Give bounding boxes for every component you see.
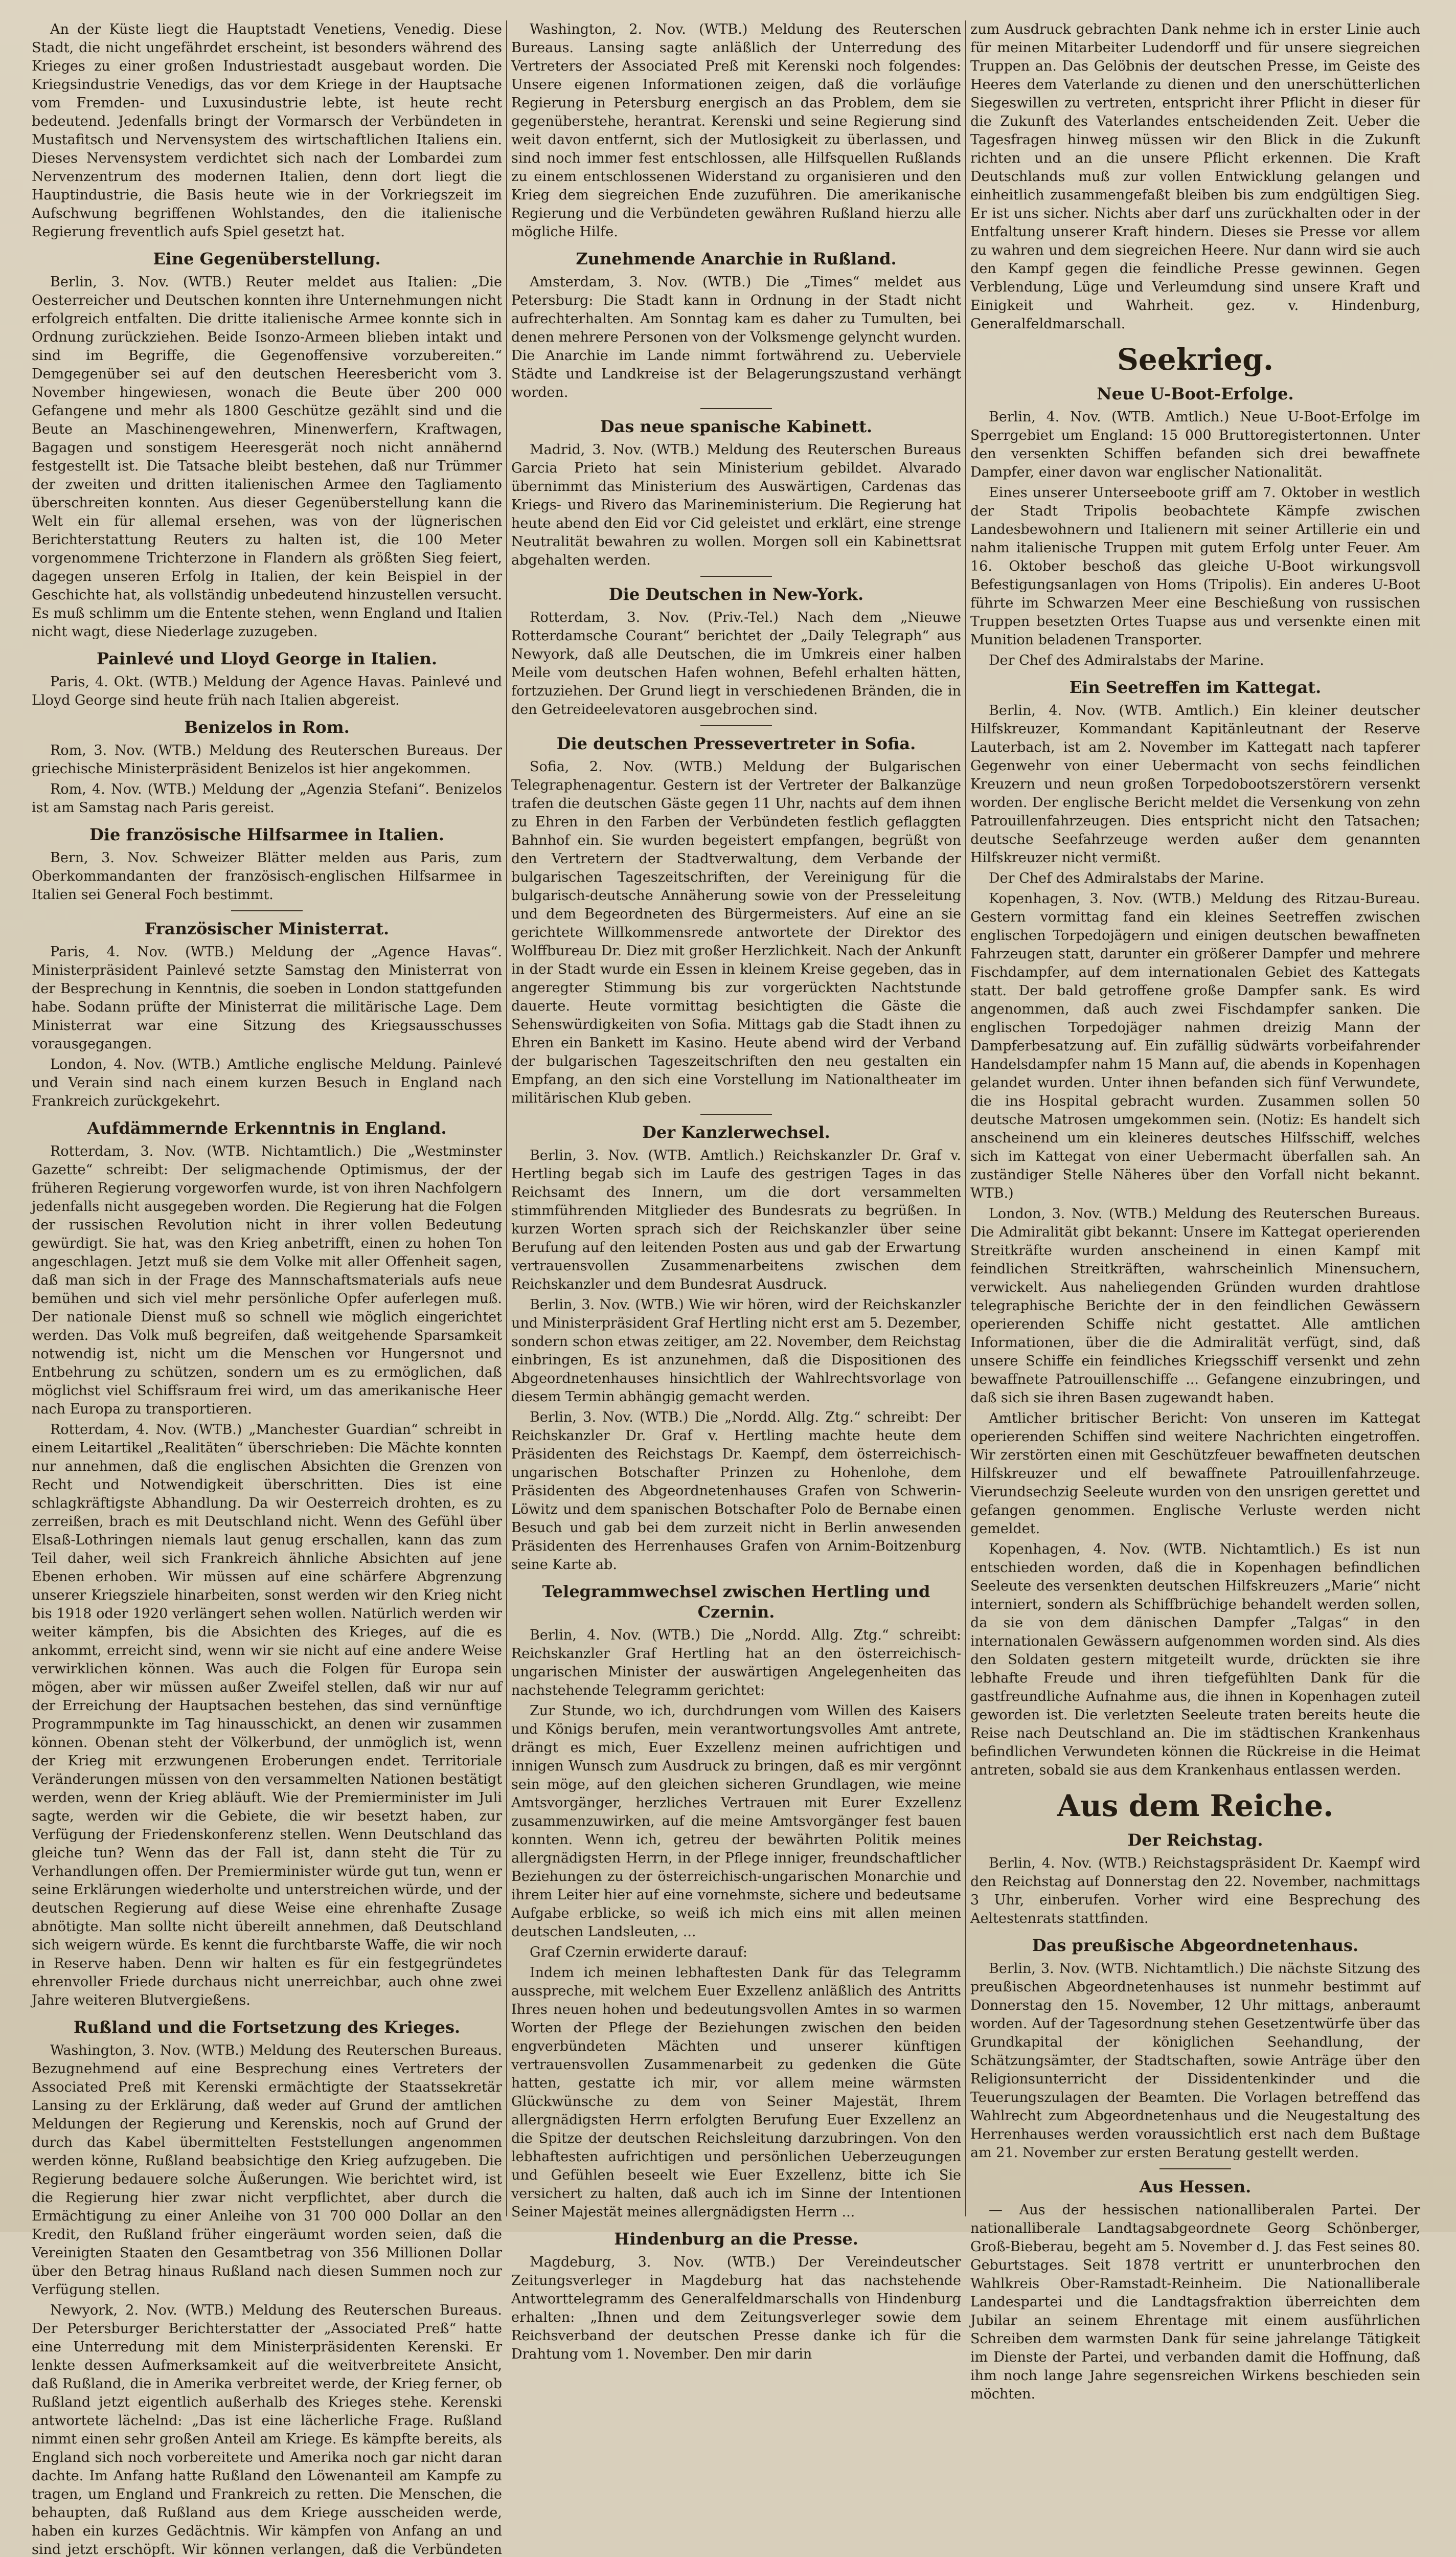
- column-3: [970, 20, 1420, 2402]
- column-2: [511, 20, 961, 2362]
- article-paragraph: Indem ich meinen lebhaftesten Dank für das Telegramm ausspreche, mit welchem Euer Exzellenz anläßlich des Antritts Ihres neuen hohen und bedeutungsvollen Amtes in so warmen Worten der Pflege der Beziehungen zwischen den beiden engverbündeten Mächten und unserer künftigen vertrauensvollen Zusammenarbeit zu gedenken die Güte hatten, gestatte ich mir, vor allem meine wärmsten Glückwünsche zu dem von Seiner Majestät, Ihrem allergnädigsten Herrn erfolgten Berufung Euer Exzellenz an die Spitze der deutschen Reichsleitung darzubringen. Von den lebhaftesten aufrichtigen und persönlichen Ueberzeugungen und Gefühlen beseelt wie Euer Exzellenz, bitte ich Sie versichert zu halten, daß auch ich im Sinne der Intentionen Seiner Majestät meines allergnädigsten Herrn ...: [511, 1965, 961, 2220]
- separator-rule: [1159, 2168, 1231, 2169]
- article-paragraph: Berlin, 3. Nov. (WTB.) Wie wir hören, wird der Reichskanzler und Ministerpräsident Graf Hertling nicht erst am 5. Dezember, sondern schon etwas zeitiger, am 22. November, dem Reichstag einbringen, Es ist anzunehmen, daß die Dispositionen des Abgeordnetenhauses hinsichtlich der Wahlrechtsvorlage von diesem Termin abhängig gemacht werden.: [511, 1297, 961, 1405]
- article-heading: Die französische Hilfsarmee in Italien.: [89, 825, 444, 844]
- article-paragraph: London, 3. Nov. (WTB.) Meldung des Reuterschen Bureaus. Die Admiralität gibt bekannt: Unsere im Kattegat operierenden Streitkräfte wurden anscheinend in einen Kampf mit feindlichen Streitkräften, wahrscheinlich Minensuchern, verwickelt. Aus naheliegenden Gründen wurden drahtlose telegraphische Berichte der in den feindlichen Gewässern operierenden Schiffe nicht gestattet. Alle amtlichen Informationen, über die die Admiralität verfügt, sind, daß unsere Schiffe ein feindliches Kriegsschiff versenkt und zehn bewaffnete Patrouillenschiffe ... Gefangene einzubringen, und daß sich sie ihren Basen zugewandt haben.: [970, 1206, 1420, 1406]
- article-paragraph: Paris, 4. Okt. (WTB.) Meldung der Agence Havas. Painlevé und Lloyd George sind heute früh nach Italien abgereist.: [32, 674, 502, 708]
- article-paragraph: Bern, 3. Nov. Schweizer Blätter melden aus Paris, zum Oberkommandanten der französisch-englischen Hilfsarmee in Italien sei General Foch bestimmt.: [32, 850, 502, 903]
- article-paragraph: Amsterdam, 3. Nov. (WTB.) Die „Times“ meldet aus Petersburg: Die Stadt kann in Ordnung in der Stadt nicht aufrechterhalten. Am Sonntag kam es daher zu Tumulten, bei denen mehrere Personen von der Volksmenge gelyncht wurden. Die Anarchie im Lande nimmt fortwährend zu. Ueberviele Städte und Landkreise ist der Belagerungszustand verhängt worden.: [511, 274, 961, 400]
- article-heading: Das preußische Abgeordnetenhaus.: [1032, 1936, 1359, 1955]
- article-heading: Der Reichstag.: [1127, 1830, 1263, 1850]
- article-paragraph: Kopenhagen, 4. Nov. (WTB. Nichtamtlich.) Es ist nun entschieden worden, daß die in Kopenhagen befindlichen Seeleute des versenkten deutschen Hilfskreuzers „Marie“ nicht interniert, sondern als Schiffbrüchige behandelt werden sollen, da sie von dem dänischen Dampfer „Talgas“ in den internationalen Gewässern aufgenommen worden sind. Als dies den Soldaten gestern mitgeteilt wurde, drückten sie ihre lebhafte Freude und ihren tiefgefühlten Dank für die gastfreundliche Aufnahme aus, die ihnen in Kopenhagen zuteil geworden ist. Die verletzten Seeleute traten bereits heute die Reise nach Deutschland an. Die im städtischen Krankenhaus befindlichen Verwundeten können die Rückreise in die Heimat antreten, sobald sie aus dem Krankenhaus entlassen werden.: [970, 1541, 1420, 1778]
- column-rule: [965, 20, 966, 2216]
- article-heading: Aufdämmernde Erkenntnis in England.: [87, 1118, 447, 1138]
- article-paragraph: Rotterdam, 4. Nov. (WTB.) „Manchester Guardian“ schreibt in einem Leitartikel „Realitäten“ überschrieben: Die Mächte konnten nur annehmen, daß die englischen Absichten die Grenzen von Recht und Notwendigkeit überschritten. Dies ist eine schlagkräftigste Abhandlung. Da wir Oesterreich drohten, es zu zerreißen, brach es mit Deutschland nicht. Wenn des Gefühl über Elsaß-Lothringen niemals laut genug erschallen, kann das zum Teil daher, weil sich Frankreich ähnliche Absichten auf jene Ebenen erhoben. Wir müssen auf eine schärfere Abgrenzung unserer Kriegsziele hinarbeiten, sonst werden wir den Krieg nicht bis 1918 oder 1920 verlängert sehen wollen. Natürlich werden wir weiter kämpfen, bis die Absichten des Krieges, auf die es ankommt, erreicht sind, wenn wir sie nicht auf eine andere Weise verwirklichen können. Was auch die Folgen für Europa sein mögen, aber wir müssen außer Zweifel stellen, daß wir nur auf der Erreichung der Hauptsachen bestehen, das sind vernünftige Programmpunkte im Tag hinausschickt, an denen wir zusammen können. Obenan steht der Völkerbund, der unmöglich ist, wenn der Krieg mit erzwungenen Eroberungen endet. Territoriale Veränderungen müssen von den versammelten Nationen bestätigt werden, wenn der Krieg abläuft. Wie der Premierminister im Juli sagte, werden wir die Gebiete, die wir besetzt haben, zur Verfügung der Friedenskonferenz stellen. Wenn Deutschland das gleiche tun? Wenn das der Fall ist, dann steht die Tür zu Verhandlungen offen. Der Premierminister würde gut tun, wenn er seine Erklärungen wiederholte und unterstreichen würde, und der deutschen Regierung auf diese Weise eine ehrenhafte Zusage abnötigte. Man sollte nicht übereilt annehmen, daß Deutschland sich weigern würde. Es kennt die furchtbarste Waffe, die wir noch in Reserve haben. Denn wir halten es für ein festgegründetes ehrenvoller Friede durchaus nicht unerreichbar, auch ohne zwei Jahre weiteren Blutvergießens.: [32, 1422, 502, 2008]
- separator-rule: [700, 725, 772, 726]
- article-heading: Rußland und die Fortsetzung des Krieges.: [73, 2017, 461, 2037]
- article-paragraph: Eines unserer Unterseeboote griff am 7. Oktober in westlich der Stadt Tripolis beobachtete Kämpfe zwischen Landesbewohnern und Italienern mit seiner Artillerie ein und nahm italienische Truppen mit gutem Erfolg unter Feuer. Am 16. Oktober beschoß das gleiche U-Boot wirkungsvoll Befestigungsanlagen von Homs (Tripolis). Ein anderes U-Boot führte im Schwarzen Meer eine Beschießung von russischen Truppen besetzten Ortes Tuapse aus und versenkte einen mit Munition beladenen Transporter.: [970, 485, 1420, 648]
- section-heading: Seekrieg.: [1117, 342, 1274, 377]
- article-heading: Der Kanzlerwechsel.: [642, 1123, 830, 1142]
- article-paragraph: Rom, 3. Nov. (WTB.) Meldung des Reuterschen Bureaus. Der griechische Ministerpräsident Benizelos ist hier angekommen.: [32, 743, 502, 777]
- article-heading: Aus Hessen.: [1139, 2177, 1252, 2196]
- article-heading: Die Deutschen in New-York.: [608, 585, 864, 604]
- article-paragraph: Berlin, 4. Nov. (WTB. Amtlich.) Neue U-Boot-Erfolge im Sperrgebiet um England: 15 000 Bruttoregistertonnen. Unter den versenkten Schiffen befanden sich drei bewaffnete Dampfer, einer davon war englischer Nationalität.: [970, 409, 1420, 480]
- article-paragraph: Rom, 4. Nov. (WTB.) Meldung der „Agenzia Stefani“. Benizelos ist am Samstag nach Paris gereist.: [32, 781, 502, 816]
- column-rule: [506, 20, 507, 2216]
- article-paragraph: Zur Stunde, wo ich, durchdrungen vom Willen des Kaisers und Königs berufen, mein verantwortungsvolles Amt antrete, drängt es mich, Euer Exzellenz meinen aufrichtigen und innigen Wunsch zum Ausdruck zu bringen, daß es mir vergönnt sein möge, auf den gleichen sicheren Grundlagen, wie meine Amtsvorgänger, herzliches Vertrauen mit Eurer Exzellenz zusammenzuwirken, auf die meine Amtsvorgänger fest bauen konnten. Wenn ich, getreu der bewährten Politik meines allergnädigsten Herrn, in der Pflege inniger, freundschaftlicher Beziehungen zu der österreichisch-ungarischen Monarchie und ihrem Leiter hier auf eine vornehmste, sichere und bedeutsame Aufgabe erblicke, so weiß ich mich eins mit allen meinen deutschen Landsleuten, ...: [511, 1703, 961, 1940]
- article-paragraph: Der Chef des Admiralstabs der Marine.: [989, 870, 1264, 886]
- article-heading: Hindenburg an die Presse.: [614, 2229, 858, 2249]
- article-paragraph: Berlin, 3. Nov. (WTB. Amtlich.) Reichskanzler Dr. Graf v. Hertling begab sich im Laufe des gestrigen Tages in das Reichsamt des Innern, um die dort versammelten stimmführenden Mitglieder des Bundesrats zu begrüßen. In kurzen Worten sprach sich der Reichskanzler über seine Berufung auf den leitenden Posten aus und gab der Erwartung vertrauensvollen Zusammenarbeitens zwischen dem Reichskanzler und dem Bundesrat Ausdruck.: [511, 1148, 961, 1292]
- article-heading: Französischer Ministerrat.: [144, 919, 390, 938]
- article-heading: Zunehmende Anarchie in Rußland.: [576, 249, 897, 268]
- article-heading: Eine Gegenüberstellung.: [153, 249, 381, 268]
- separator-rule: [700, 1114, 772, 1115]
- article-paragraph: Berlin, 3. Nov. (WTB.) Die „Nordd. Allg. Ztg.“ schreibt: Der Reichskanzler Dr. Graf v. Hertling machte heute dem Präsidenten des Reichstags Dr. Kaempf, dem österreichisch-ungarischen Botschafter Prinzen zu Hohenlohe, dem Präsidenten des Abgeordnetenhauses Grafen von Schwerin-Löwitz und dem spanischen Botschafter Polo de Bernabe einen Besuch und gab bei dem zurzeit nicht in Berlin anwesenden Präsidenten des Herrenhauses Grafen von Arnim-Boitzenburg seine Karte ab.: [511, 1409, 961, 1573]
- article-paragraph: Newyork, 2. Nov. (WTB.) Meldung des Reuterschen Bureaus. Der Petersburger Berichterstatter der „Associated Preß“ hatte eine Unterredung mit dem Ministerpräsidenten Kerenski. Er lenkte dessen Aufmerksamkeit auf die weitverbreitete Ansicht, daß Rußland, die in Amerika verbreitet werde, der Krieg ferner, ob Rußland jetzt eigentlich außerhalb des Krieges stehe. Kerenski antwortete lächelnd: „Das ist eine lächerliche Frage. Rußland nimmt einen sehr großen Anteil am Kriege. Es kämpfte bereits, als England sich noch vorbereitete und Amerika noch gar nicht daran dachte. Im Anfang hatte Rußland den Löwenanteil am Kampfe zu tragen, um England und Frankreich zu retten. Die Menschen, die behaupten, daß Rußland aus dem Kriege ausscheiden werde, haben ein kurzes Gedächtnis. Wir kämpfen von Anfang an und sind jetzt erschöpft. Wir können verlangen, daß die Verbündeten: [32, 2302, 502, 2557]
- article-paragraph: Rotterdam, 3. Nov. (Priv.-Tel.) Nach dem „Nieuwe Rotterdamsche Courant“ berichtet der „Daily Telegraph“ aus Newyork, daß alle Deutschen, die im Umkreis einer halben Meile vom deutschen Hafen wohnen, Befehl erhalten hätten, fortzuziehen. Der Grund liegt in verschiedenen Bränden, die in den Getreideelevatoren ausgebrochen sind.: [511, 610, 961, 717]
- article-paragraph: Washington, 2. Nov. (WTB.) Meldung des Reuterschen Bureaus. Lansing sagte anläßlich der Unterredung des Vertreters der Associated Preß mit Kerenski noch folgendes: Unsere eigenen Informationen zeigen, daß die vorläufige Regierung in Petersburg energisch an das Problem, dem sie gegenüberstehe, herantrat. Kerenski und seine Regierung sind weit davon entfernt, sich der Mutlosigkeit zu überlassen, und sind noch immer fest entschlossen, alle Hilfsquellen Rußlands zu einem entschlossenen Widerstand zu organisieren und den Krieg dem siegreichen Ende zuzuführen. Die amerikanische Regierung und die Verbündeten gewähren Rußland hierzu alle mögliche Hilfe.: [511, 21, 961, 240]
- article-paragraph: An der Küste liegt die Hauptstadt Venetiens, Venedig. Diese Stadt, die nicht ungefährdet erscheint, ist besonders während des Krieges zu einer großen Industriestadt ausgebaut worden. Die Kriegsindustrie Venedigs, das vor dem Kriege in der Hauptsache vom Fremden- und Luxusindustrie lebte, ist heute recht bedeutend. Jedenfalls bringt der Vormarsch der Verbündeten in Mustafitsch und Nervensystem des wirtschaftlichen Italiens ein. Dieses Nervensystem verdichtet sich nach der Lombardei zum Nervenzentrum des modernen Italien, denn dort liegt die Hauptindustrie, die Basis heute wie in der Vorkriegszeit im Aufschwung begriffenen Wohlstandes, den die italienische Regierung freventlich aufs Spiel gesetzt hat.: [32, 21, 502, 240]
- article-paragraph: Rotterdam, 3. Nov. (WTB. Nichtamtlich.) Die „Westminster Gazette“ schreibt: Der seligmachende Optimismus, der der früheren Regierung vorgeworfen wurde, ist von ihren Nachfolgern jedenfalls nicht ausgegeben worden. Die Regierung hat die Folgen der russischen Revolution nicht in ihrer vollen Bedeutung gewürdigt. Sie hat, was den Krieg anbetrifft, einen zu hohen Ton angeschlagen. Jetzt muß sie dem Volke mit aller Offenheit sagen, daß man sich in der Frage des Mannschaftsmaterials aufs neue bemühen und sich viel mehr persönliche Opfer auferlegen muß. Der nationale Dienst muß so schnell wie möglich eingerichtet werden. Das Volk muß begreifen, daß weitgehende Sparsamkeit notwendig ist, nicht um die Menschen vor Hungersnot und Entbehrung zu schützen, sondern um es zu ermöglichen, daß möglichst viel Schiffsraum frei wird, um das amerikanische Heer nach Europa zu transportieren.: [32, 1143, 502, 1417]
- article-paragraph: Magdeburg, 3. Nov. (WTB.) Der Vereindeutscher Zeitungsverleger in Magdeburg hat das nachstehende Antworttelegramm des Generalfeldmarschalls von Hindenburg erhalten: „Ihnen und dem Zeitungsverleger sowie dem Reichsverband der deutschen Presse danke ich für die Drahtung vom 1. November. Den mir darin: [511, 2254, 961, 2362]
- article-paragraph: London, 4. Nov. (WTB.) Amtliche englische Meldung. Painlevé und Verain sind nach einem kurzen Besuch in England nach Frankreich zurückgekehrt.: [32, 1057, 502, 1109]
- article-paragraph: Graf Czernin erwiderte darauf:: [530, 1944, 747, 1960]
- article-heading: Benizelos in Rom.: [184, 717, 350, 737]
- article-heading: Neue U-Boot-Erfolge.: [1097, 384, 1294, 403]
- article-paragraph: Washington, 3. Nov. (WTB.) Meldung des Reuterschen Bureaus. Bezugnehmend auf eine Besprechung eines Vertreters der Associated Preß mit Kerenski ermächtigte der Staatssekretär Lansing zu der Erklärung, daß weder auf Grund der amtlichen Meldungen der Regierung und Kerenskis, noch auf Grund der durch das Kabel übermittelten Feststellungen angenommen werden könne, Rußland beabsichtige den Krieg aufzugeben. Die Regierung bedauere solche Äußerungen. Wie berichtet wird, ist die Regierung hier zwar nicht verpflichtet, aber durch die Ermächtigung zu einer Anleihe von 31 700 000 Dollar an den Kredit, den Rußland früher eingeräumt worden seien, daß die Vereinigten Staaten den Gesamtbetrag von 356 Millionen Dollar über den Betrag hinaus Rußland nach diesen Summen noch zur Verfügung stellen.: [32, 2043, 502, 2298]
- article-heading: Telegrammwechsel zwischen Hertling und Czernin.: [542, 1582, 930, 1622]
- article-paragraph: Kopenhagen, 3. Nov. (WTB.) Meldung des Ritzau-Bureau. Gestern vormittag fand ein kleines Seetreffen zwischen englischen Torpedojägern und einigen deutschen bewaffneten Fahrzeugen statt, darunter ein größerer Dampfer und mehrere Fischdampfer, auf dem internationalen Gebiet des Kattegats statt. Der bald getroffene große Dampfer sank. Es wird angenommen, daß auch zwei Fischdampfer sanken. Die englischen Torpedojäger nahmen dreizig Mann der Dampferbesatzung auf. Ein zufällig südwärts vorbeifahrender Handelsdampfer nahm 15 Mann auf, die abends in Kopenhagen gelandet wurden. Unter ihnen befanden sich fünf Verwundete, die ins Hospital gebracht wurden. Zusammen sollen 50 deutsche Matrosen umgekommen sein. (Notiz: Es handelt sich anscheinend um ein kleineres deutsches Hilfsschiff, welches sich im Kattegat von einer Uebermacht überfallen sah. An zuständiger Stelle Näheres über den Vorfall nicht bekannt. WTB.): [970, 891, 1420, 1201]
- article-paragraph: Berlin, 3. Nov. (WTB.) Reuter meldet aus Italien: „Die Oesterreicher und Deutschen konnten ihre Unternehmungen nicht erfolgreich entfalten. Die dritte italienische Armee konnte sich in Ordnung zurückziehen. Beide Isonzo-Armeen blieben intakt und sind im Begriffe, die Gegenoffensive vorzubereiten.“ Demgegenüber sei auf den deutschen Heeresbericht vom 3. November hingewiesen, wonach die Beute über 200 000 Gefangene und mehr als 1800 Geschütze gezählt sind und die Beute an Maschinengewehren, Minenwerfern, Kraftwagen, Bagagen und sonstigem Heeresgerät noch nicht annähernd festgestellt ist. Die Tatsache bleibt bestehen, daß nur Trümmer der zweiten und dritten italienischen Armee den Tagliamento überschreiten konnten. Aus dieser Gegenüberstellung kann die Welt ein für allemal ersehen, was von der lügnerischen Berichterstattung Reuters zu halten ist, die 100 Meter vorgenommene Trichterzone in Flandern als größten Sieg feiert, dagegen unseren Erfolg in Italien, der kein Beispiel in der Geschichte hat, als vollständig unbedeutend hinzustellen versucht. Es muß schlimm um die Entente stehen, wenn England und Italien nicht wagt, diese Niederlage zuzugeben.: [32, 274, 502, 640]
- article-heading: Die deutschen Pressevertreter in Sofia.: [556, 734, 916, 753]
- article-paragraph: Berlin, 4. Nov. (WTB.) Die „Nordd. Allg. Ztg.“ schreibt: Reichskanzler Graf Hertling hat an den österreichisch-ungarischen Minister der auswärtigen Angelegenheiten das nachstehende Telegramm gerichtet:: [511, 1627, 961, 1698]
- article-heading: Painlevé und Lloyd George in Italien.: [96, 649, 437, 668]
- article-paragraph: — Aus der hessischen nationalliberalen Partei. Der nationalliberale Landtagsabgeordnete Georg Schönberger, Groß-Bieberau, begeht am 5. November d. J. das Fest seines 80. Geburtstages. Seit 1878 vertritt er ununterbrochen den Wahlkreis Ober-Ramstadt-Reinheim. Die Nationalliberale Landespartei und die Landtagsfraktion überreichten dem Jubilar an seinem Ehrentage mit einem ausführlichen Schreiben dem warmsten Dank für seine jahrelange Tätigkeit im Dienste der Partei, und verbanden damit die Hoffnung, daß ihm noch lange Jahre segensreichen Wirkens beschieden sein möchten.: [970, 2202, 1420, 2402]
- article-paragraph: Amtlicher britischer Bericht: Von unseren im Kattegat operierenden Schiffen sind weitere Nachrichten eingetroffen. Wir zerstörten einen mit Geschützfeuer bewaffneten deutschen Hilfskreuzer und elf bewaffnete Patrouillenfahrzeuge. Vierundsechzig Seeleute wurden von den unsrigen gerettet und gefangen genommen. Englische Verluste werden nicht gemeldet.: [970, 1410, 1420, 1537]
- article-paragraph: Berlin, 4. Nov. (WTB. Amtlich.) Ein kleiner deutscher Hilfskreuzer, Kommandant Kapitänleutnant der Reserve Lauterbach, ist am 2. November im Kattegatt nach tapferer Gegenwehr von einer Uebermacht von sechs feindlichen Kreuzern und neun großen Torpedobootszerstörern versenkt worden. Der englische Bericht meldet die Versenkung von zehn Patrouillenfahrzeugen. Dies entspricht nicht den Tatsachen; deutsche Seefahrzeuge werden außer dem genannten Hilfskreuzer nicht vermißt.: [970, 703, 1420, 866]
- article-paragraph: zum Ausdruck gebrachten Dank nehme ich in erster Linie auch für meinen Mitarbeiter Ludendorff und für unsere siegreichen Truppen an. Das Gelöbnis der deutschen Presse, im Geiste des Heeres dem Vaterlande zu dienen und den unerschütterlichen Siegeswillen zu vertreten, entspricht ihrer Pflicht in dieser für die Zukunft des Vaterlandes entscheidenden Zeit. Ueber die Tagesfragen hinweg müssen wir den Blick in die Zukunft richten und an die unsere Pflicht erkennen. Die Kraft Deutschlands muß zur vollen Entwicklung gelangen und einheitlich zusammengefaßt bleiben bis zum endgültigen Sieg. Er ist uns sicher. Nichts aber darf uns zurückhalten oder in der Entfaltung unserer Kraft hindern. Dieses sie Presse vor allem zu wahren und dem siegreichen Heere. Nur dann wird sie auch den Kampf gegen die feindliche Presse gewinnen. Gegen Verblendung, Lüge und Verleumdung sind unsere Kraft und Einigkeit und Wahrheit. gez. v. Hindenburg, Generalfeldmarschall.: [970, 21, 1420, 332]
- article-paragraph: Madrid, 3. Nov. (WTB.) Meldung des Reuterschen Bureaus Garcia Prieto hat sein Ministerium gebildet. Alvarado übernimmt das Ministerium des Auswärtigen, Cardenas das Kriegs- und Rivero das Marineministerium. Die Regierung hat heute abend den Eid vor Cid geleistet und erklärt, eine strenge Neutralität bewahren zu wollen. Morgen soll ein Kabinettsrat abgehalten werden.: [511, 442, 961, 568]
- separator-rule: [231, 910, 303, 911]
- article-paragraph: Berlin, 3. Nov. (WTB. Nichtamtlich.) Die nächste Sitzung des preußischen Abgeordnetenhauses ist nunmehr bestimmt auf Donnerstag den 15. November, 12 Uhr mittags, anberaumt worden. Auf der Tagesordnung stehen Gesetzentwürfe über das Grundkapital der königlichen Seehandlung, der Schätzungsämter, der Stadtschaften, sowie Anträge über den Religionsunterricht der Dissidentenkinder und die Teuerungszulagen der Beamten. Die Vorlagen betreffend das Wahlrecht zum Abgeordnetenhaus und die Neugestaltung des Herrenhauses werden voraussichtlich erst nach dem Bußtage am 21. November zur ersten Beratung gestellt werden.: [970, 1961, 1420, 2161]
- column-1: [32, 20, 502, 2557]
- article-paragraph: Berlin, 4. Nov. (WTB.) Reichstagspräsident Dr. Kaempf wird den Reichstag auf Donnerstag den 22. November, nachmittags 3 Uhr, einberufen. Vorher wird eine Besprechung des Aeltestenrats stattfinden.: [970, 1855, 1420, 1926]
- article-heading: Das neue spanische Kabinett.: [600, 417, 873, 436]
- separator-rule: [700, 576, 772, 577]
- section-heading: Aus dem Reiche.: [1057, 1788, 1334, 1823]
- separator-rule: [700, 408, 772, 409]
- article-paragraph: Paris, 4. Nov. (WTB.) Meldung der „Agence Havas“. Ministerpräsident Painlevé setzte Samstag den Ministerrat von der Besprechung in Kenntnis, die soeben in London stattgefunden habe. Sodann prüfte der Ministerrat die militärische Lage. Dem Ministerrat war eine Sitzung des Kriegsausschusses vorausgegangen.: [32, 944, 502, 1052]
- article-paragraph: Der Chef des Admiralstabs der Marine.: [989, 653, 1264, 668]
- article-heading: Ein Seetreffen im Kattegat.: [1069, 678, 1322, 697]
- article-paragraph: Sofia, 2. Nov. (WTB.) Meldung der Bulgarischen Telegraphenagentur. Gestern ist der Vertreter der Balkanzüge trafen die deutschen Gäste gegen 11 Uhr, nachts auf dem ihnen zu Ehren in den Farben der Verbündeten festlich geflaggten Bahnhof ein. Sie wurden begeistert empfangen, begrüßt von den Vertretern der Stadtverwaltung, dem Verbande der bulgarischen Tageszeitschriften, der Vereinigung für die bulgarisch-deutsche Annäherung sowie von der Presseleitung und dem Begeordneten des Bürgermeisters. Auf eine an sie gerichtete Willkommensrede antwortete der Direktor des Wolffbureau Dr. Diez mit großer Herzlichkeit. Nach der Ankunft in der Stadt wurde ein Essen in kleinem Kreise gegeben, das in angeregter Stimmung bis zur vorgerückten Nachtstunde dauerte. Heute vormittag besichtigten die Gäste die Sehenswürdigkeiten von Sofia. Mittags gab die Stadt ihnen zu Ehren ein Bankett im Kasino. Heute abend wird der Verband der bulgarischen Tageszeitschriften den neu gestalten ein Empfang, an den sich eine Vorstellung im Nationaltheater im militärischen Klub geben.: [511, 759, 961, 1106]
